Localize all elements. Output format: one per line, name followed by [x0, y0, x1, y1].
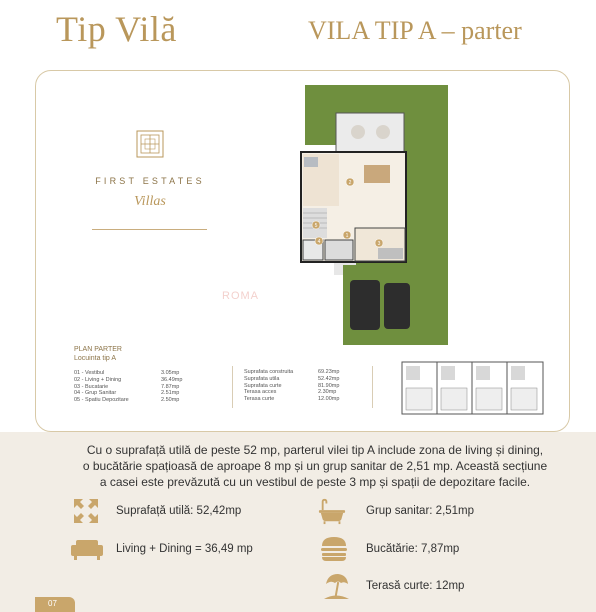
area-value: 12.00mp	[318, 396, 340, 403]
area-label: Suprafata construita	[244, 369, 294, 375]
sofa-icon	[70, 535, 104, 563]
room-values	[161, 370, 182, 404]
area-label: Terasa curte	[244, 396, 275, 403]
feature-label: Bucătărie: 7,87mp	[366, 543, 460, 555]
feature-terrace	[322, 572, 464, 600]
plan-marker: 1	[345, 233, 349, 239]
column-divider	[232, 366, 233, 408]
feature-label: Suprafață utilă: 52,42mp	[116, 505, 242, 517]
brand-name: FIRST ESTATES	[95, 176, 205, 186]
plan-marker: 2	[348, 180, 352, 186]
intro-line: a casei este prevăzută cu un vestibul de peste 3 mp și spații de depozitare facile.	[99, 475, 531, 489]
beach-umbrella-icon	[322, 572, 350, 600]
feature-label: Terasă curte: 12mp	[366, 580, 465, 592]
area-label: Suprafata curte	[244, 382, 282, 389]
room-label: 03 - Bucatarie	[74, 383, 109, 390]
page-number: 07	[48, 599, 57, 608]
brand-block	[60, 130, 240, 210]
area-values	[318, 369, 339, 403]
plan-subtitle: Locuinta tip A	[74, 355, 117, 362]
page-title: Tip Vilă	[56, 9, 177, 49]
plan-marker: 4	[317, 239, 321, 245]
bathtub-icon	[318, 497, 346, 525]
feature-kitchen	[320, 535, 459, 563]
room-label: 05 - Spatiu Depozitare	[74, 397, 129, 404]
first-estates-logo-icon	[136, 130, 164, 158]
expand-arrows-icon	[72, 497, 100, 525]
brand-divider	[92, 229, 207, 230]
intro-text	[70, 442, 560, 490]
room-label: 04 - Grup Sanitar	[74, 390, 117, 397]
area-value: 52.42mp	[318, 375, 340, 382]
brand-tagline: Villas	[134, 194, 166, 209]
room-label: 02 - Living + Dining	[74, 376, 122, 383]
feature-living	[70, 535, 253, 563]
plan-marker: 3	[377, 241, 381, 247]
intro-line: o bucătărie spațioasă de aproape 8 mp și un grup sanitar de 2,51 mp. Această secțiune	[82, 459, 548, 473]
burger-icon	[320, 535, 348, 563]
area-value: 2.30mp	[318, 389, 337, 396]
plan-heading	[74, 345, 122, 363]
room-label: 01 - Vestibul	[74, 370, 105, 376]
page-subtitle: VILA TIP A – parter	[308, 16, 522, 45]
room-value: 36.49mp	[161, 376, 183, 383]
area-value: 81.90mp	[318, 382, 340, 389]
feature-label: Living + Dining = 36,49 mp	[116, 543, 253, 555]
plan-marker: 5	[314, 223, 318, 229]
plan-title: PLAN PARTER	[74, 346, 122, 353]
room-value: 7.87mp	[161, 383, 180, 390]
room-value: 2.50mp	[161, 397, 180, 404]
intro-line: Cu o suprafață utilă de peste 52 mp, parterul vilei tip A include zona de living și dining,	[86, 443, 544, 457]
area-label: Suprafata utila	[244, 375, 280, 382]
room-value: 3.05mp	[161, 370, 180, 376]
feature-usable-area	[72, 497, 241, 525]
row-houses-plan	[400, 360, 545, 416]
feature-label: Grup sanitar: 2,51mp	[366, 505, 475, 517]
room-value: 2.51mp	[161, 390, 180, 397]
area-value: 69.23mp	[318, 369, 340, 375]
ground-floor-plan	[298, 85, 448, 345]
column-divider	[372, 366, 373, 408]
area-label: Terasa acces	[244, 389, 277, 396]
area-list	[244, 369, 293, 403]
feature-bathroom	[318, 497, 474, 525]
watermark: ROMA	[222, 290, 259, 302]
